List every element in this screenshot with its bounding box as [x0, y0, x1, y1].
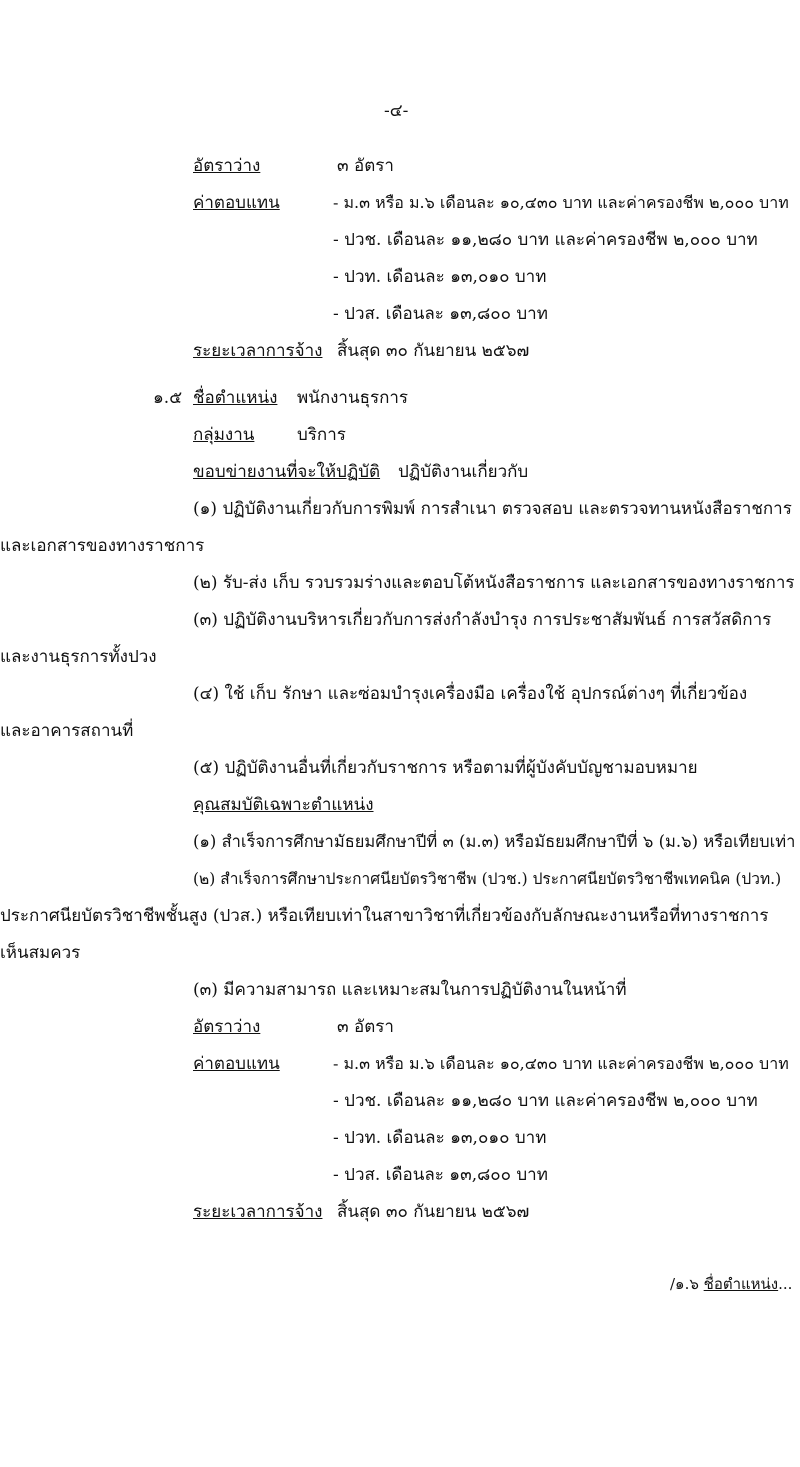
pay-line: - ม.๓ หรือ ม.๖ เดือนละ ๑๐,๔๓๐ บาท และค่าครองชีพ ๒,๐๐๐ บาท: [333, 193, 789, 212]
scope-label: ขอบข่ายงานที่จะให้ปฏิบัติ: [193, 462, 381, 482]
pay-line: - ปวส. เดือนละ ๑๓,๘๐๐ บาท: [333, 304, 548, 324]
duty-item: (๕) ปฏิบัติงานอื่นที่เกี่ยวกับราชการ หรือตามที่ผู้บังคับบัญชามอบหมาย: [193, 758, 698, 778]
pay-line: - ปวช. เดือนละ ๑๑,๒๘๐ บาท และค่าครองชีพ ๒,๐๐๐ บาท: [333, 230, 758, 250]
qualification-item-continued: เห็นสมควร: [0, 943, 81, 963]
vacancy-label: อัตราว่าง: [193, 156, 261, 176]
vacancy-value: ๓ อัตรา: [337, 1017, 394, 1037]
duty-item-continued: และเอกสารของทางราชการ: [0, 536, 205, 556]
pay-line: - ปวส. เดือนละ ๑๓,๘๐๐ บาท: [333, 1165, 548, 1185]
pay-label: ค่าตอบแทน: [193, 1054, 280, 1074]
pay-line: - ปวช. เดือนละ ๑๑,๒๘๐ บาท และค่าครองชีพ ๒,๐๐๐ บาท: [333, 1091, 758, 1111]
qualification-item: (๓) มีความสามารถ และเหมาะสมในการปฏิบัติงานในหน้าที่: [193, 980, 627, 1000]
pay-line: - ม.๓ หรือ ม.๖ เดือนละ ๑๐,๔๓๐ บาท และค่าครองชีพ ๒,๐๐๐ บาท: [333, 1054, 789, 1073]
continuation-prefix: /๑.๖: [670, 1275, 704, 1293]
pay-line: - ปวท. เดือนละ ๑๓,๐๑๐ บาท: [333, 1128, 547, 1148]
scope-value: ปฏิบัติงานเกี่ยวกับ: [398, 462, 529, 482]
section-number: ๑.๕: [153, 388, 183, 408]
duty-item-continued: และงานธุรการทั้งปวง: [0, 647, 157, 667]
duty-item: (๓) ปฏิบัติงานบริหารเกี่ยวกับการส่งกำลังบำรุง การประชาสัมพันธ์ การสวัสดิการ: [193, 610, 772, 630]
duty-item: (๔) ใช้ เก็บ รักษา และซ่อมบำรุงเครื่องมือ เครื่องใช้ อุปกรณ์ต่างๆ ที่เกี่ยวข้อง: [193, 684, 748, 704]
position-title-label: ชื่อตำแหน่ง: [193, 388, 278, 408]
qualification-label: คุณสมบัติเฉพาะตำแหน่ง: [193, 795, 374, 815]
continuation-marker: [670, 1273, 792, 1295]
period-label: ระยะเวลาการจ้าง: [193, 341, 323, 361]
group-label: กลุ่มงาน: [193, 425, 255, 445]
position-title-value: พนักงานธุรการ: [297, 388, 409, 408]
group-value: บริการ: [297, 425, 346, 445]
duty-item-continued: และอาคารสถานที่: [0, 721, 134, 741]
vacancy-label: อัตราว่าง: [193, 1017, 261, 1037]
duty-item: (๒) รับ-ส่ง เก็บ รวบรวมร่างและตอบโต้หนังสือราชการ และเอกสารของทางราชการ: [193, 573, 795, 593]
vacancy-value: ๓ อัตรา: [337, 156, 394, 176]
continuation-suffix: ...: [778, 1275, 793, 1293]
page-number: -๔-: [384, 101, 409, 121]
pay-label: ค่าตอบแทน: [193, 193, 280, 213]
period-label: ระยะเวลาการจ้าง: [193, 1202, 323, 1222]
pay-line: - ปวท. เดือนละ ๑๓,๐๑๐ บาท: [333, 267, 547, 287]
continuation-label: ชื่อตำแหน่ง: [703, 1275, 779, 1293]
period-value: สิ้นสุด ๓๐ กันยายน ๒๕๖๗: [337, 341, 530, 361]
qualification-item: (๑) สำเร็จการศึกษามัธยมศึกษาปีที่ ๓ (ม.๓) หรือมัธยมศึกษาปีที่ ๖ (ม.๖) หรือเทียบเท่า: [193, 832, 796, 851]
qualification-item: (๒) สำเร็จการศึกษาประกาศนียบัตรวิชาชีพ (ปวช.) ประกาศนียบัตรวิชาชีพเทคนิค (ปวท.): [193, 870, 782, 888]
duty-item: (๑) ปฏิบัติงานเกี่ยวกับการพิมพ์ การสำเนา ตรวจสอบ และตรวจทานหนังสือราชการ: [193, 499, 792, 519]
qualification-item-continued: ประกาศนียบัตรวิชาชีพชั้นสูง (ปวส.) หรือเทียบเท่าในสาขาวิชาที่เกี่ยวข้องกับลักษณะงานหรือที่ทางราชการ: [0, 906, 769, 926]
period-value: สิ้นสุด ๓๐ กันยายน ๒๕๖๗: [337, 1202, 530, 1222]
